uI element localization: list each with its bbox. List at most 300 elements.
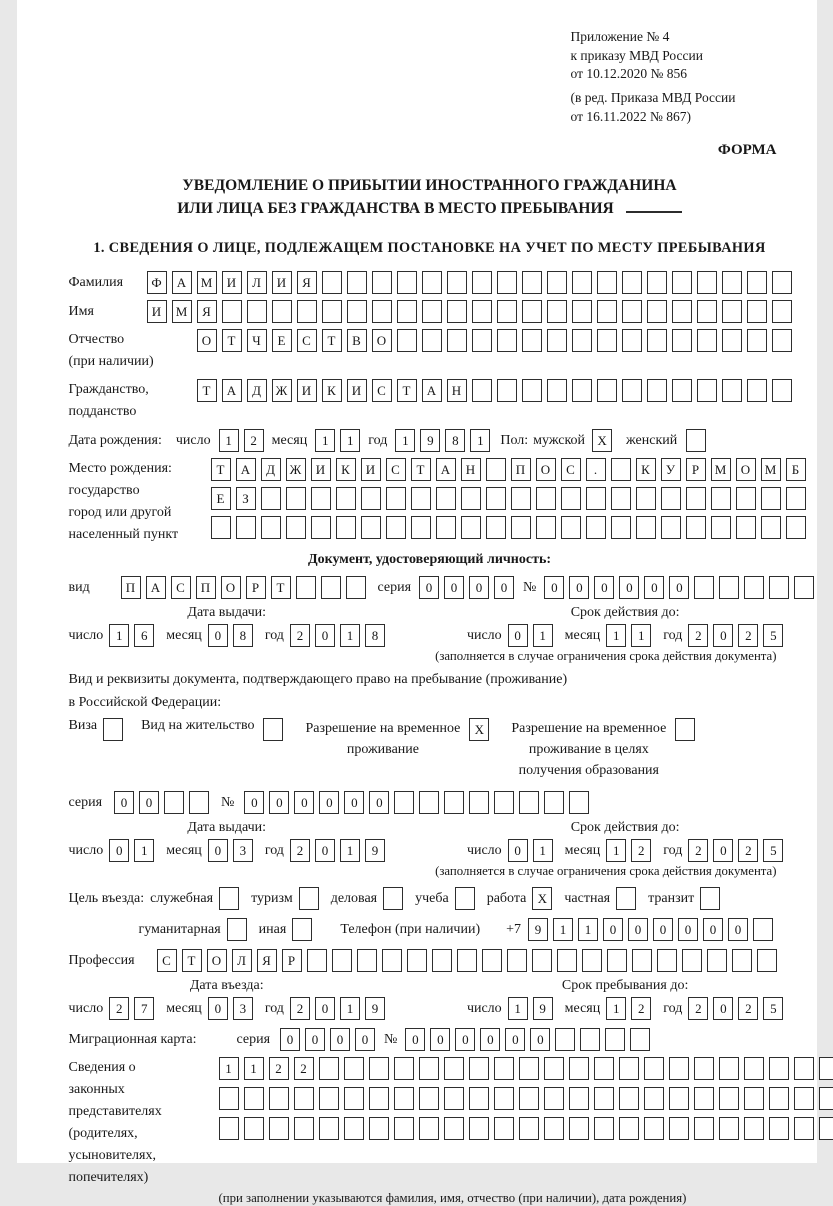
birth-place-cell[interactable]	[311, 516, 331, 539]
birth-place-cell[interactable]: Н	[461, 458, 481, 481]
citizenship-cell[interactable]: К	[322, 379, 342, 402]
birth-place-cell[interactable]	[436, 516, 456, 539]
guardian-cell[interactable]	[219, 1117, 239, 1140]
citizenship-cell[interactable]: А	[222, 379, 242, 402]
citizenship-cell[interactable]: Т	[397, 379, 417, 402]
phone-cell[interactable]: 0	[628, 918, 648, 941]
guardian-cell[interactable]	[544, 1087, 564, 1110]
birth-place-cell[interactable]	[411, 516, 431, 539]
res-issue-day-cell[interactable]: 0	[109, 839, 129, 862]
id-number-cell[interactable]	[694, 576, 714, 599]
guardian-cell[interactable]	[444, 1087, 464, 1110]
profession-cell[interactable]	[382, 949, 402, 972]
id-valid-year-cell[interactable]: 0	[713, 624, 733, 647]
birth-place-cell[interactable]	[736, 487, 756, 510]
guardian-cell[interactable]	[444, 1057, 464, 1080]
purpose-other-checkbox-cell[interactable]	[292, 918, 312, 941]
surname-cell[interactable]	[522, 271, 542, 294]
given-name-cell[interactable]	[747, 300, 767, 323]
birth-place-cell[interactable]	[536, 487, 556, 510]
birth-place-cell[interactable]	[236, 516, 256, 539]
guardian-cell[interactable]	[794, 1087, 814, 1110]
id-issue-month-cell[interactable]: 8	[233, 624, 253, 647]
mig-number-cell[interactable]: 0	[430, 1028, 450, 1051]
temp-residence-checkbox-cell[interactable]: X	[469, 718, 489, 741]
guardian-cell[interactable]	[319, 1087, 339, 1110]
doc-type-cell[interactable]: П	[121, 576, 141, 599]
surname-cell[interactable]	[347, 271, 367, 294]
guardian-cell[interactable]	[419, 1117, 439, 1140]
birth-place-cell[interactable]	[336, 516, 356, 539]
birth-place-cell[interactable]	[511, 516, 531, 539]
citizenship-cell[interactable]	[772, 379, 792, 402]
purpose-commercial-checkbox-cell[interactable]	[383, 887, 403, 910]
birth-place-cell[interactable]	[386, 516, 406, 539]
patronymic-cell[interactable]: О	[372, 329, 392, 352]
guardian-cell[interactable]	[344, 1087, 364, 1110]
surname-cell[interactable]	[647, 271, 667, 294]
citizenship-cell[interactable]	[597, 379, 617, 402]
res-valid-year-cell[interactable]: 5	[763, 839, 783, 862]
birth-month-cell[interactable]: 1	[315, 429, 335, 452]
guardian-cell[interactable]	[769, 1117, 789, 1140]
doc-type-cell[interactable]: П	[196, 576, 216, 599]
mig-series-cell[interactable]: 0	[280, 1028, 300, 1051]
birth-place-cell[interactable]	[636, 487, 656, 510]
birth-place-cell[interactable]	[586, 487, 606, 510]
birth-year-cell[interactable]: 8	[445, 429, 465, 452]
id-issue-month-cell[interactable]: 0	[208, 624, 228, 647]
res-number-cell[interactable]	[544, 791, 564, 814]
citizenship-cell[interactable]	[472, 379, 492, 402]
sex-female-checkbox-cell[interactable]	[686, 429, 706, 452]
profession-cell[interactable]	[507, 949, 527, 972]
guardian-cell[interactable]	[369, 1117, 389, 1140]
doc-type-cell[interactable]	[346, 576, 366, 599]
birth-place-cell[interactable]	[336, 487, 356, 510]
guardian-cell[interactable]	[569, 1087, 589, 1110]
id-number-cell[interactable]: 0	[669, 576, 689, 599]
birth-place-cell[interactable]	[736, 516, 756, 539]
given-name-cell[interactable]: М	[172, 300, 192, 323]
birth-place-cell[interactable]	[636, 516, 656, 539]
profession-cell[interactable]	[632, 949, 652, 972]
guardian-cell[interactable]	[644, 1087, 664, 1110]
birth-place-cell[interactable]: Д	[261, 458, 281, 481]
guardian-cell[interactable]	[569, 1117, 589, 1140]
purpose-work-checkbox-cell[interactable]: X	[532, 887, 552, 910]
res-valid-month-cell[interactable]: 1	[606, 839, 626, 862]
birth-place-cell[interactable]: И	[311, 458, 331, 481]
given-name-cell[interactable]	[447, 300, 467, 323]
purpose-tourism-checkbox-cell[interactable]	[299, 887, 319, 910]
guardian-cell[interactable]	[369, 1087, 389, 1110]
patronymic-cell[interactable]	[447, 329, 467, 352]
guardian-cell[interactable]	[819, 1087, 833, 1110]
patronymic-cell[interactable]	[672, 329, 692, 352]
res-number-cell[interactable]: 0	[319, 791, 339, 814]
birth-place-cell[interactable]	[361, 516, 381, 539]
given-name-cell[interactable]	[497, 300, 517, 323]
purpose-study-checkbox-cell[interactable]	[455, 887, 475, 910]
surname-cell[interactable]	[547, 271, 567, 294]
guardian-cell[interactable]	[594, 1087, 614, 1110]
guardian-cell[interactable]	[619, 1057, 639, 1080]
patronymic-cell[interactable]	[397, 329, 417, 352]
id-issue-day-cell[interactable]: 6	[134, 624, 154, 647]
purpose-business-checkbox-cell[interactable]	[219, 887, 239, 910]
id-number-cell[interactable]: 0	[644, 576, 664, 599]
birth-place-cell[interactable]: О	[536, 458, 556, 481]
res-valid-day-cell[interactable]: 1	[533, 839, 553, 862]
res-series-cell[interactable]	[189, 791, 209, 814]
id-series-cell[interactable]: 0	[444, 576, 464, 599]
birth-place-cell[interactable]: И	[361, 458, 381, 481]
id-valid-month-cell[interactable]: 1	[606, 624, 626, 647]
res-number-cell[interactable]	[519, 791, 539, 814]
birth-place-cell[interactable]	[311, 487, 331, 510]
id-issue-year-cell[interactable]: 2	[290, 624, 310, 647]
id-number-cell[interactable]: 0	[544, 576, 564, 599]
given-name-cell[interactable]	[247, 300, 267, 323]
birth-place-cell[interactable]: О	[736, 458, 756, 481]
id-issue-year-cell[interactable]: 8	[365, 624, 385, 647]
birth-place-cell[interactable]	[536, 516, 556, 539]
patronymic-cell[interactable]: Т	[322, 329, 342, 352]
stay-month-cell[interactable]: 1	[606, 997, 626, 1020]
surname-cell[interactable]	[722, 271, 742, 294]
birth-place-cell[interactable]	[436, 487, 456, 510]
guardian-cell[interactable]	[719, 1117, 739, 1140]
profession-cell[interactable]	[407, 949, 427, 972]
birth-place-cell[interactable]: С	[386, 458, 406, 481]
guardian-cell[interactable]	[269, 1117, 289, 1140]
guardian-cell[interactable]	[769, 1057, 789, 1080]
birth-place-cell[interactable]: А	[236, 458, 256, 481]
birth-day-cell[interactable]: 1	[219, 429, 239, 452]
purpose-transit-checkbox-cell[interactable]	[700, 887, 720, 910]
birth-place-cell[interactable]	[786, 516, 806, 539]
citizenship-cell[interactable]: Т	[197, 379, 217, 402]
guardian-cell[interactable]	[569, 1057, 589, 1080]
birth-place-cell[interactable]	[686, 487, 706, 510]
guardian-cell[interactable]	[219, 1087, 239, 1110]
birth-place-cell[interactable]: Т	[411, 458, 431, 481]
birth-place-cell[interactable]	[286, 516, 306, 539]
birth-place-cell[interactable]	[711, 516, 731, 539]
guardian-cell[interactable]	[244, 1117, 264, 1140]
guardian-cell[interactable]	[744, 1087, 764, 1110]
surname-cell[interactable]	[672, 271, 692, 294]
patronymic-cell[interactable]	[747, 329, 767, 352]
guardian-cell[interactable]	[269, 1087, 289, 1110]
surname-cell[interactable]	[622, 271, 642, 294]
given-name-cell[interactable]	[622, 300, 642, 323]
mig-number-cell[interactable]: 0	[505, 1028, 525, 1051]
res-issue-year-cell[interactable]: 9	[365, 839, 385, 862]
patronymic-cell[interactable]	[522, 329, 542, 352]
patronymic-cell[interactable]: О	[197, 329, 217, 352]
guardian-cell[interactable]	[744, 1117, 764, 1140]
profession-cell[interactable]	[357, 949, 377, 972]
given-name-cell[interactable]	[697, 300, 717, 323]
surname-cell[interactable]	[447, 271, 467, 294]
stay-day-cell[interactable]: 9	[533, 997, 553, 1020]
residence-permit-checkbox-cell[interactable]	[263, 718, 283, 741]
profession-cell[interactable]	[432, 949, 452, 972]
guardian-cell[interactable]: 2	[269, 1057, 289, 1080]
patronymic-cell[interactable]: Е	[272, 329, 292, 352]
citizenship-cell[interactable]: Н	[447, 379, 467, 402]
profession-cell[interactable]	[332, 949, 352, 972]
patronymic-cell[interactable]: В	[347, 329, 367, 352]
profession-cell[interactable]	[457, 949, 477, 972]
res-issue-day-cell[interactable]: 1	[134, 839, 154, 862]
birth-place-cell[interactable]	[386, 487, 406, 510]
birth-place-cell[interactable]	[411, 487, 431, 510]
birth-place-cell[interactable]: С	[561, 458, 581, 481]
id-valid-month-cell[interactable]: 1	[631, 624, 651, 647]
citizenship-cell[interactable]: А	[422, 379, 442, 402]
surname-cell[interactable]	[422, 271, 442, 294]
guardian-cell[interactable]	[344, 1057, 364, 1080]
temp-residence-edu-checkbox-cell[interactable]	[675, 718, 695, 741]
entry-year-cell[interactable]: 1	[340, 997, 360, 1020]
mig-number-cell[interactable]	[580, 1028, 600, 1051]
res-issue-year-cell[interactable]: 1	[340, 839, 360, 862]
id-number-cell[interactable]: 0	[594, 576, 614, 599]
guardian-cell[interactable]	[594, 1057, 614, 1080]
guardian-cell[interactable]	[469, 1117, 489, 1140]
birth-place-cell[interactable]	[486, 487, 506, 510]
patronymic-cell[interactable]	[622, 329, 642, 352]
guardian-cell[interactable]	[294, 1087, 314, 1110]
birth-place-cell[interactable]: У	[661, 458, 681, 481]
surname-cell[interactable]	[397, 271, 417, 294]
res-number-cell[interactable]: 0	[244, 791, 264, 814]
guardian-cell[interactable]	[694, 1057, 714, 1080]
surname-cell[interactable]	[497, 271, 517, 294]
phone-cell[interactable]	[753, 918, 773, 941]
patronymic-cell[interactable]: Т	[222, 329, 242, 352]
phone-cell[interactable]: 0	[728, 918, 748, 941]
patronymic-cell[interactable]	[572, 329, 592, 352]
birth-place-cell[interactable]	[261, 487, 281, 510]
profession-cell[interactable]: С	[157, 949, 177, 972]
citizenship-cell[interactable]: И	[347, 379, 367, 402]
surname-cell[interactable]: И	[222, 271, 242, 294]
birth-place-cell[interactable]: Т	[211, 458, 231, 481]
id-issue-day-cell[interactable]: 1	[109, 624, 129, 647]
stay-year-cell[interactable]: 2	[738, 997, 758, 1020]
res-valid-year-cell[interactable]: 0	[713, 839, 733, 862]
guardian-cell[interactable]	[544, 1057, 564, 1080]
profession-cell[interactable]	[707, 949, 727, 972]
profession-cell[interactable]: Т	[182, 949, 202, 972]
citizenship-cell[interactable]: Д	[247, 379, 267, 402]
id-issue-year-cell[interactable]: 1	[340, 624, 360, 647]
guardian-cell[interactable]	[619, 1117, 639, 1140]
id-valid-year-cell[interactable]: 5	[763, 624, 783, 647]
patronymic-cell[interactable]	[547, 329, 567, 352]
entry-day-cell[interactable]: 2	[109, 997, 129, 1020]
res-number-cell[interactable]: 0	[369, 791, 389, 814]
guardian-cell[interactable]	[694, 1117, 714, 1140]
birth-place-cell[interactable]	[611, 487, 631, 510]
patronymic-cell[interactable]	[472, 329, 492, 352]
sex-male-checkbox-cell[interactable]: X	[592, 429, 612, 452]
guardian-cell[interactable]	[469, 1087, 489, 1110]
birth-day-cell[interactable]: 2	[244, 429, 264, 452]
phone-cell[interactable]: 0	[703, 918, 723, 941]
guardian-cell[interactable]	[719, 1057, 739, 1080]
birth-place-cell[interactable]	[661, 516, 681, 539]
id-number-cell[interactable]	[794, 576, 814, 599]
profession-cell[interactable]	[582, 949, 602, 972]
birth-place-cell[interactable]: М	[711, 458, 731, 481]
guardian-cell[interactable]	[669, 1117, 689, 1140]
birth-place-cell[interactable]	[461, 487, 481, 510]
birth-place-cell[interactable]: .	[586, 458, 606, 481]
surname-cell[interactable]: Я	[297, 271, 317, 294]
res-issue-month-cell[interactable]: 3	[233, 839, 253, 862]
doc-type-cell[interactable]: Т	[271, 576, 291, 599]
surname-cell[interactable]: М	[197, 271, 217, 294]
birth-place-cell[interactable]	[761, 487, 781, 510]
birth-place-cell[interactable]	[686, 516, 706, 539]
birth-place-cell[interactable]	[561, 516, 581, 539]
doc-type-cell[interactable]: О	[221, 576, 241, 599]
birth-place-cell[interactable]	[361, 487, 381, 510]
guardian-cell[interactable]	[244, 1087, 264, 1110]
birth-place-cell[interactable]: К	[336, 458, 356, 481]
guardian-cell[interactable]	[494, 1117, 514, 1140]
mig-number-cell[interactable]	[630, 1028, 650, 1051]
surname-cell[interactable]	[747, 271, 767, 294]
given-name-cell[interactable]	[547, 300, 567, 323]
res-valid-day-cell[interactable]: 0	[508, 839, 528, 862]
res-number-cell[interactable]: 0	[269, 791, 289, 814]
res-number-cell[interactable]: 0	[344, 791, 364, 814]
res-series-cell[interactable]	[164, 791, 184, 814]
birth-place-cell[interactable]: Б	[786, 458, 806, 481]
res-number-cell[interactable]	[394, 791, 414, 814]
citizenship-cell[interactable]	[747, 379, 767, 402]
guardian-cell[interactable]	[619, 1087, 639, 1110]
birth-place-cell[interactable]	[611, 516, 631, 539]
patronymic-cell[interactable]	[422, 329, 442, 352]
mig-number-cell[interactable]: 0	[530, 1028, 550, 1051]
mig-series-cell[interactable]: 0	[330, 1028, 350, 1051]
res-series-cell[interactable]: 0	[139, 791, 159, 814]
citizenship-cell[interactable]	[547, 379, 567, 402]
birth-place-cell[interactable]: З	[236, 487, 256, 510]
given-name-cell[interactable]	[397, 300, 417, 323]
surname-cell[interactable]: Ф	[147, 271, 167, 294]
id-number-cell[interactable]	[744, 576, 764, 599]
entry-year-cell[interactable]: 2	[290, 997, 310, 1020]
guardian-cell[interactable]: 2	[294, 1057, 314, 1080]
mig-series-cell[interactable]: 0	[305, 1028, 325, 1051]
patronymic-cell[interactable]	[497, 329, 517, 352]
surname-cell[interactable]	[572, 271, 592, 294]
surname-cell[interactable]	[322, 271, 342, 294]
guardian-cell[interactable]	[369, 1057, 389, 1080]
entry-year-cell[interactable]: 9	[365, 997, 385, 1020]
birth-place-cell[interactable]: М	[761, 458, 781, 481]
surname-cell[interactable]	[372, 271, 392, 294]
guardian-cell[interactable]	[744, 1057, 764, 1080]
doc-type-cell[interactable]: Р	[246, 576, 266, 599]
res-number-cell[interactable]	[569, 791, 589, 814]
given-name-cell[interactable]	[222, 300, 242, 323]
entry-month-cell[interactable]: 0	[208, 997, 228, 1020]
given-name-cell[interactable]	[422, 300, 442, 323]
given-name-cell[interactable]	[472, 300, 492, 323]
given-name-cell[interactable]: Я	[197, 300, 217, 323]
birth-place-cell[interactable]	[661, 487, 681, 510]
stay-day-cell[interactable]: 1	[508, 997, 528, 1020]
guardian-cell[interactable]	[644, 1057, 664, 1080]
guardian-cell[interactable]	[344, 1117, 364, 1140]
birth-place-cell[interactable]	[761, 516, 781, 539]
res-valid-month-cell[interactable]: 2	[631, 839, 651, 862]
given-name-cell[interactable]	[347, 300, 367, 323]
profession-cell[interactable]: Р	[282, 949, 302, 972]
citizenship-cell[interactable]: И	[297, 379, 317, 402]
profession-cell[interactable]	[307, 949, 327, 972]
phone-cell[interactable]: 0	[603, 918, 623, 941]
profession-cell[interactable]	[532, 949, 552, 972]
profession-cell[interactable]	[682, 949, 702, 972]
given-name-cell[interactable]	[672, 300, 692, 323]
birth-year-cell[interactable]: 1	[395, 429, 415, 452]
guardian-cell[interactable]	[394, 1117, 414, 1140]
birth-place-cell[interactable]: П	[511, 458, 531, 481]
guardian-cell[interactable]	[469, 1057, 489, 1080]
res-number-cell[interactable]	[419, 791, 439, 814]
res-issue-year-cell[interactable]: 2	[290, 839, 310, 862]
id-valid-year-cell[interactable]: 2	[738, 624, 758, 647]
citizenship-cell[interactable]: Ж	[272, 379, 292, 402]
guardian-cell[interactable]: 1	[244, 1057, 264, 1080]
entry-year-cell[interactable]: 0	[315, 997, 335, 1020]
birth-place-cell[interactable]: А	[436, 458, 456, 481]
citizenship-cell[interactable]	[622, 379, 642, 402]
id-number-cell[interactable]	[769, 576, 789, 599]
surname-cell[interactable]: Л	[247, 271, 267, 294]
mig-number-cell[interactable]: 0	[480, 1028, 500, 1051]
res-valid-year-cell[interactable]: 2	[738, 839, 758, 862]
birth-place-cell[interactable]	[586, 516, 606, 539]
profession-cell[interactable]	[607, 949, 627, 972]
surname-cell[interactable]	[697, 271, 717, 294]
guardian-cell[interactable]	[519, 1087, 539, 1110]
birth-place-cell[interactable]	[511, 487, 531, 510]
given-name-cell[interactable]	[322, 300, 342, 323]
id-number-cell[interactable]: 0	[619, 576, 639, 599]
profession-cell[interactable]: Л	[232, 949, 252, 972]
entry-month-cell[interactable]: 3	[233, 997, 253, 1020]
guardian-cell[interactable]	[394, 1087, 414, 1110]
res-number-cell[interactable]	[494, 791, 514, 814]
citizenship-cell[interactable]	[497, 379, 517, 402]
birth-place-cell[interactable]	[461, 516, 481, 539]
patronymic-cell[interactable]	[597, 329, 617, 352]
res-valid-year-cell[interactable]: 2	[688, 839, 708, 862]
res-number-cell[interactable]	[469, 791, 489, 814]
birth-year-cell[interactable]: 1	[470, 429, 490, 452]
